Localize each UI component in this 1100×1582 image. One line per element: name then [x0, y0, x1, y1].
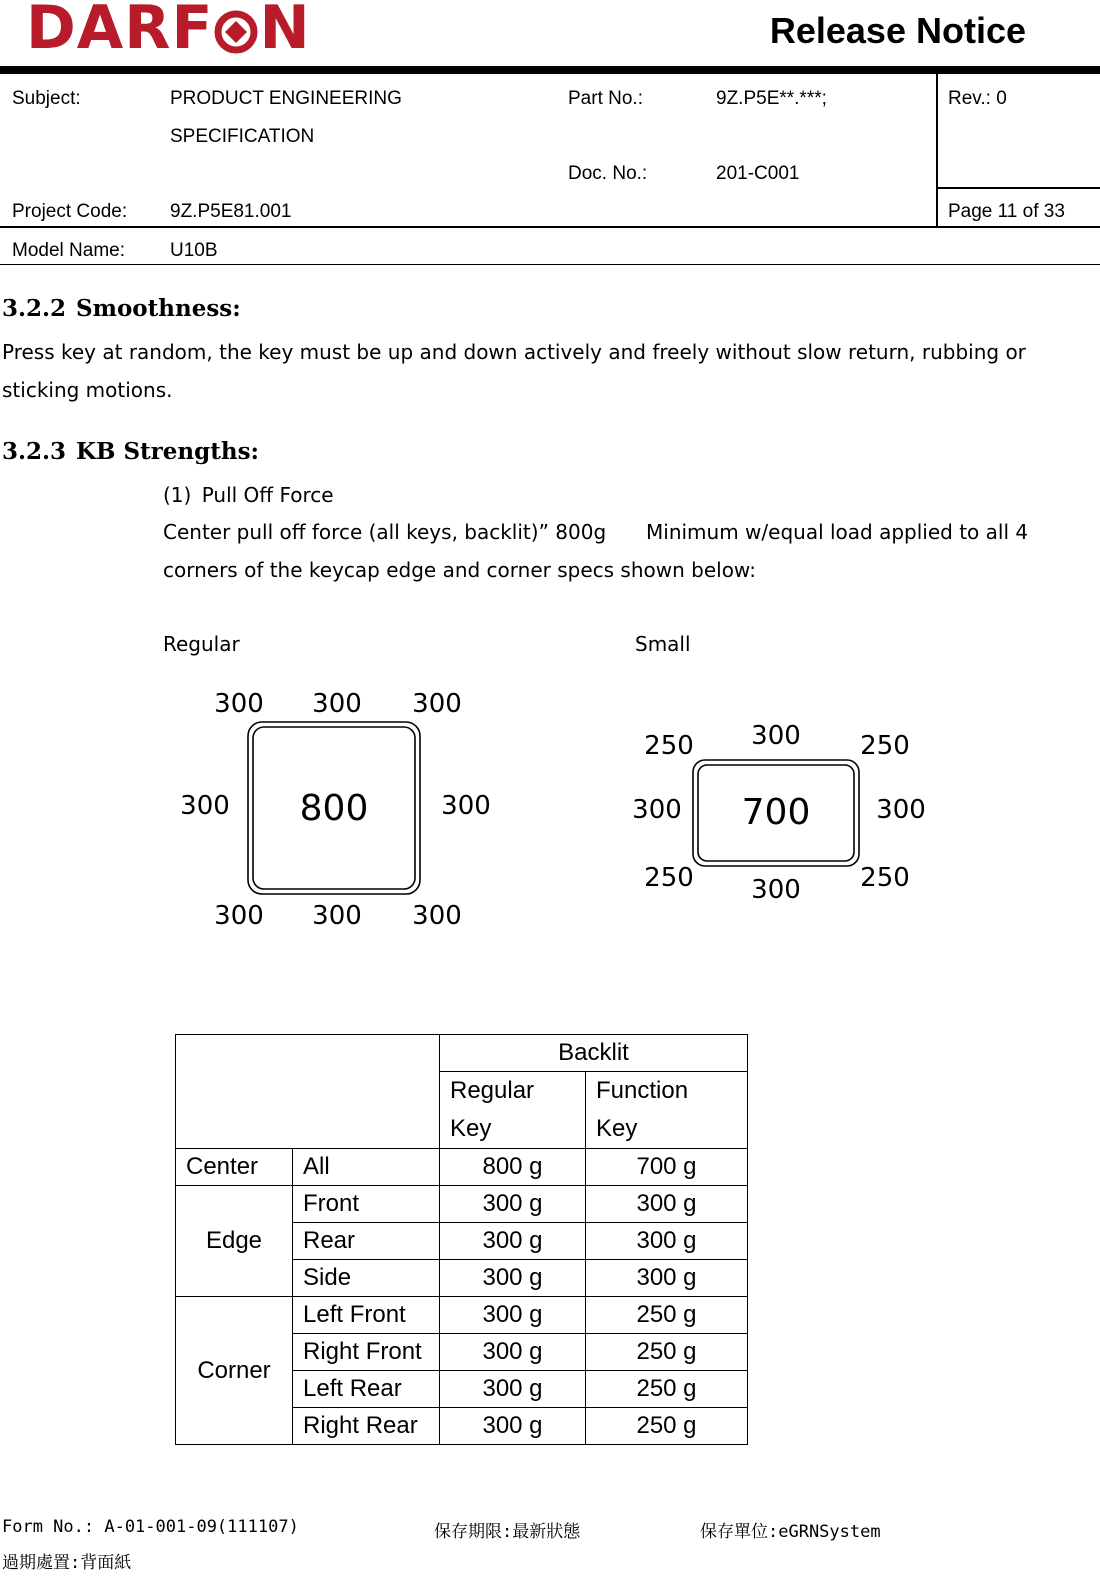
- function-key-header-line1: Function: [596, 1077, 689, 1104]
- edge-label: Edge: [176, 1186, 293, 1297]
- edge-front-regular: 300 g: [440, 1186, 586, 1223]
- small-bottom-left-value: 250: [644, 863, 694, 893]
- header-rule: [0, 66, 1100, 74]
- corner-left-rear-function: 250 g: [586, 1371, 748, 1408]
- table-row: [176, 1297, 748, 1334]
- logo-n: N: [259, 0, 311, 63]
- section-322-line1: Press key at random, the key must be up and down actively and freely without slow return, rubbing or: [2, 340, 1026, 364]
- small-bottom-right-value: 250: [860, 863, 910, 893]
- regular-keycap-diagram: [180, 689, 491, 931]
- doc-no-label: Doc. No.:: [568, 163, 648, 184]
- corner-left-front-sub: Left Front: [293, 1297, 440, 1334]
- center-sub: All: [293, 1149, 440, 1186]
- table-corner-cell: [176, 1035, 440, 1149]
- center-label: Center: [176, 1149, 293, 1186]
- edge-front-function: 300 g: [586, 1186, 748, 1223]
- regular-bottom-right-value: 300: [412, 901, 462, 931]
- corner-right-rear-function: 250 g: [586, 1408, 748, 1445]
- model-name-value: U10B: [170, 240, 218, 261]
- doc-title: Release Notice: [769, 10, 1026, 51]
- edge-side-function: 300 g: [586, 1260, 748, 1297]
- subject-value-line2: SPECIFICATION: [170, 126, 315, 147]
- small-bottom-value: 300: [751, 875, 801, 905]
- edge-side-regular: 300 g: [440, 1260, 586, 1297]
- rev-divider: [936, 187, 1100, 189]
- corner-left-rear-sub: Left Rear: [293, 1371, 440, 1408]
- function-key-header: [586, 1072, 748, 1149]
- corner-right-rear-regular: 300 g: [440, 1408, 586, 1445]
- section-322-number: 3.2.2: [2, 295, 67, 322]
- small-top-right-value: 250: [860, 731, 910, 761]
- header-vdivider: [936, 74, 938, 228]
- project-code-label: Project Code:: [12, 201, 128, 222]
- edge-rear-function: 300 g: [586, 1223, 748, 1260]
- keycap-diagrams: [0, 680, 1100, 940]
- edge-side-sub: Side: [293, 1260, 440, 1297]
- section-323-title: KB Strengths:: [76, 438, 260, 465]
- pull-off-line2: corners of the keycap edge and corner specs shown below:: [163, 558, 756, 582]
- pull-off-item-title: Pull Off Force: [201, 483, 334, 507]
- pull-off-item-number: (1): [163, 483, 192, 507]
- part-no-value: 9Z.P5E**.***;: [716, 88, 827, 109]
- corner-left-front-regular: 300 g: [440, 1297, 586, 1334]
- center-function: 700 g: [586, 1149, 748, 1186]
- small-center-value: 700: [741, 792, 811, 833]
- function-key-header-line2: Key: [596, 1115, 638, 1142]
- regular-right-value: 300: [441, 791, 491, 821]
- edge-front-sub: Front: [293, 1186, 440, 1223]
- page-number: Page 11 of 33: [948, 201, 1065, 222]
- section-322-title: Smoothness:: [76, 295, 241, 322]
- regular-key-header-line2: Key: [450, 1115, 492, 1142]
- model-name-label: Model Name:: [12, 240, 125, 261]
- center-regular: 800 g: [440, 1149, 586, 1186]
- subject-label: Subject:: [12, 88, 81, 109]
- logo-diamond-o-icon: [214, 6, 258, 50]
- footer-unit: 保存單位:eGRNSystem: [700, 1522, 881, 1542]
- header-row-divider: [0, 226, 1100, 228]
- small-label: Small: [635, 632, 691, 656]
- corner-left-front-function: 250 g: [586, 1297, 748, 1334]
- regular-center-value: 800: [299, 788, 369, 829]
- small-right-value: 300: [876, 795, 926, 825]
- corner-right-rear-sub: Right Rear: [293, 1408, 440, 1445]
- regular-bottom-left-value: 300: [214, 901, 264, 931]
- footer-disposal: 過期處置:背面紙: [2, 1553, 132, 1573]
- pull-off-item: [163, 476, 334, 514]
- regular-top-left-value: 300: [214, 689, 264, 719]
- small-top-left-value: 250: [644, 731, 694, 761]
- corner-right-front-sub: Right Front: [293, 1334, 440, 1371]
- section-323-heading: [2, 438, 259, 465]
- logo-dar: DARF: [26, 0, 214, 63]
- backlit-header: Backlit: [440, 1035, 748, 1072]
- edge-rear-sub: Rear: [293, 1223, 440, 1260]
- regular-top-right-value: 300: [412, 689, 462, 719]
- pull-off-line1b: Minimum w/equal load applied to all 4: [646, 520, 1029, 544]
- subject-value-line1: PRODUCT ENGINEERING: [170, 88, 402, 109]
- footer-retention: 保存期限:最新狀態: [434, 1522, 581, 1542]
- small-top-value: 300: [751, 721, 801, 751]
- regular-key-header-line1: Regular: [450, 1077, 535, 1104]
- section-322-heading: [2, 295, 241, 322]
- section-323-number: 3.2.3: [2, 438, 67, 465]
- small-left-value: 300: [632, 795, 682, 825]
- regular-left-value: 300: [180, 791, 230, 821]
- regular-top-center-value: 300: [312, 689, 362, 719]
- section-322-line2: sticking motions.: [2, 378, 173, 402]
- darfon-logo: [26, 0, 311, 63]
- pull-off-force-table: [175, 1034, 748, 1445]
- project-code-value: 9Z.P5E81.001: [170, 201, 292, 222]
- table-header-row: [176, 1035, 748, 1072]
- pull-off-line1a: Center pull off force (all keys, backlit)” 800g: [163, 520, 607, 544]
- footer-form-no: Form No.: A-01-001-09(111107): [2, 1517, 299, 1537]
- corner-left-rear-regular: 300 g: [440, 1371, 586, 1408]
- table-row: [176, 1149, 748, 1186]
- header-bottom-rule: [0, 264, 1100, 265]
- edge-rear-regular: 300 g: [440, 1223, 586, 1260]
- regular-bottom-center-value: 300: [312, 901, 362, 931]
- part-no-label: Part No.:: [568, 88, 643, 109]
- regular-key-header: [440, 1072, 586, 1149]
- regular-label: Regular: [163, 632, 240, 656]
- rev-value: Rev.: 0: [948, 88, 1007, 109]
- small-keycap-diagram: [632, 721, 926, 905]
- corner-label: Corner: [176, 1297, 293, 1445]
- table-row: [176, 1186, 748, 1223]
- corner-right-front-regular: 300 g: [440, 1334, 586, 1371]
- corner-right-front-function: 250 g: [586, 1334, 748, 1371]
- doc-no-value: 201-C001: [716, 163, 800, 184]
